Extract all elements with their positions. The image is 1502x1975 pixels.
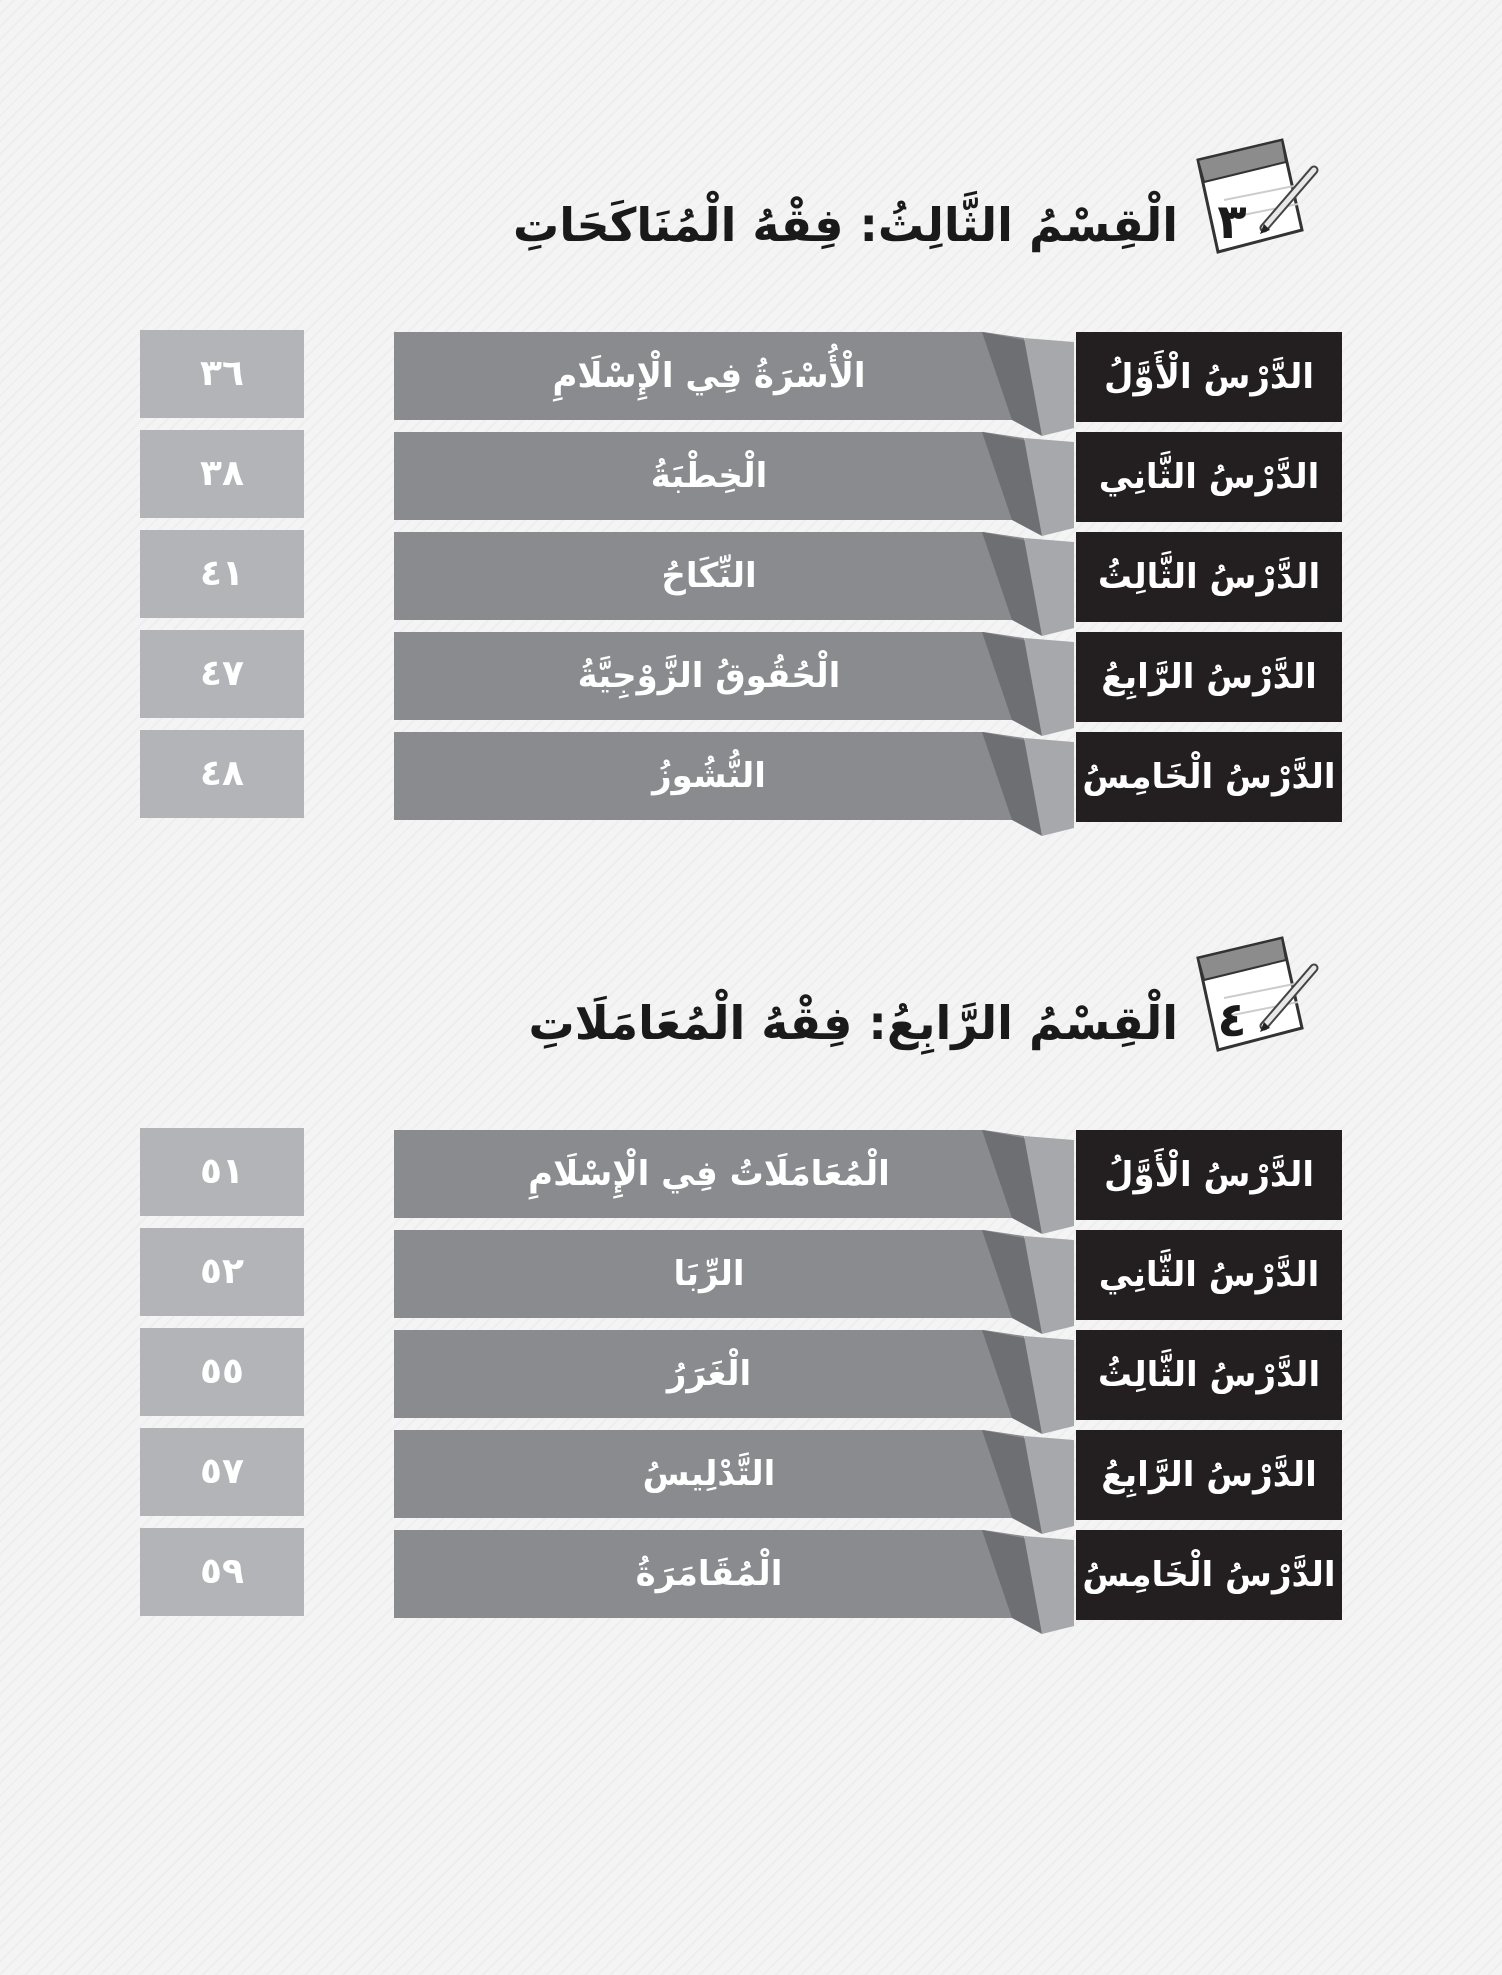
notepad-pencil-icon — [1190, 928, 1320, 1058]
page-number: ٣٦ — [140, 330, 304, 418]
page-number: ٥٧ — [140, 1428, 304, 1516]
lesson-row[interactable] — [0, 630, 1502, 722]
page-number: ٤١ — [140, 530, 304, 618]
lesson-topic: الْخِطْبَةُ — [650, 456, 768, 496]
section-heading — [420, 928, 1320, 1068]
section-number: ٣ — [1217, 194, 1247, 250]
section-number: ٤ — [1217, 992, 1247, 1048]
lesson-label: الدَّرْسُ الْخَامِسُ — [1076, 732, 1342, 822]
lesson-label: الدَّرْسُ الثَّانِي — [1076, 432, 1342, 522]
page-number: ٣٨ — [140, 430, 304, 518]
lesson-topic: الرِّبَا — [673, 1254, 745, 1294]
section-title: الْقِسْمُ الثَّالِثُ: فِقْهُ الْمُنَاكَحَاتِ — [513, 198, 1178, 252]
lesson-label: الدَّرْسُ الرَّابِعُ — [1076, 632, 1342, 722]
lesson-topic: النِّكَاحُ — [661, 556, 757, 596]
lesson-topic: الْمُقَامَرَةُ — [635, 1554, 783, 1594]
page-number: ٥٥ — [140, 1328, 304, 1416]
lesson-row[interactable] — [0, 430, 1502, 522]
lesson-row[interactable] — [0, 1328, 1502, 1420]
lesson-topic: الْمُعَامَلَاتُ فِي الْإِسْلَامِ — [528, 1154, 890, 1194]
lesson-row[interactable] — [0, 730, 1502, 822]
lesson-row[interactable] — [0, 1128, 1502, 1220]
lesson-topic: الْحُقُوقُ الزَّوْجِيَّةُ — [577, 656, 841, 696]
page-number: ٥٩ — [140, 1528, 304, 1616]
page-number: ٥١ — [140, 1128, 304, 1216]
lesson-label: الدَّرْسُ الثَّانِي — [1076, 1230, 1342, 1320]
lesson-label: الدَّرْسُ الثَّالِثُ — [1076, 1330, 1342, 1420]
lesson-row[interactable] — [0, 1428, 1502, 1520]
lesson-label: الدَّرْسُ الْخَامِسُ — [1076, 1530, 1342, 1620]
lesson-row[interactable] — [0, 330, 1502, 422]
lesson-topic: التَّدْلِيسُ — [642, 1454, 776, 1494]
lesson-topic: الْغَرَرُ — [666, 1354, 752, 1394]
lesson-label: الدَّرْسُ الْأَوَّلُ — [1076, 1130, 1342, 1220]
section-title: الْقِسْمُ الرَّابِعُ: فِقْهُ الْمُعَامَلَاتِ — [528, 996, 1178, 1050]
lesson-label: الدَّرْسُ الْأَوَّلُ — [1076, 332, 1342, 422]
lesson-row[interactable] — [0, 530, 1502, 622]
lesson-row[interactable] — [0, 1528, 1502, 1620]
page-number: ٥٢ — [140, 1228, 304, 1316]
lesson-label: الدَّرْسُ الثَّالِثُ — [1076, 532, 1342, 622]
lesson-row[interactable] — [0, 1228, 1502, 1320]
page-number: ٤٨ — [140, 730, 304, 818]
page-number: ٤٧ — [140, 630, 304, 718]
lesson-label: الدَّرْسُ الرَّابِعُ — [1076, 1430, 1342, 1520]
notepad-pencil-icon — [1190, 130, 1320, 260]
lesson-topic: النُّشُوزُ — [652, 756, 766, 796]
lesson-topic: الْأُسْرَةُ فِي الْإِسْلَامِ — [552, 356, 866, 396]
section-heading — [420, 130, 1320, 270]
